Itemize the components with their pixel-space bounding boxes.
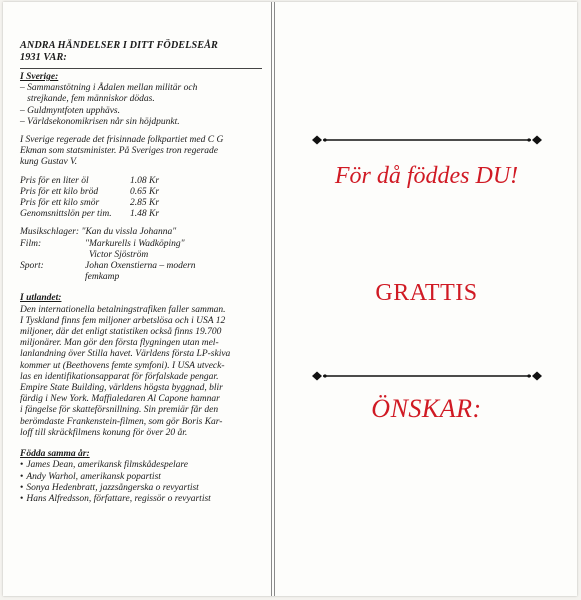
list-item: – Guldmyntfoten upphävs. bbox=[20, 105, 121, 116]
price-value: 2.85 Kr bbox=[130, 198, 160, 209]
text-line: Empire State Building, världens högsta byggnad, blir bbox=[20, 383, 223, 394]
table-row bbox=[20, 261, 196, 283]
price-value: 1.48 Kr bbox=[130, 209, 160, 220]
table-row bbox=[20, 227, 196, 238]
table-row bbox=[20, 239, 196, 261]
film-title: "Markurells i Wadköping" bbox=[85, 238, 185, 249]
text-line: miljonärer. Man gör den första flygningen utan mel- bbox=[20, 338, 219, 349]
list-item: strejkande, fem människor dödas. bbox=[20, 94, 155, 105]
right-page bbox=[274, 2, 578, 596]
music-label: Musikschlager: bbox=[20, 227, 80, 238]
text-line: miljoner, där det enligt statistiken också finns 19.700 bbox=[20, 327, 222, 338]
price-value: 1.08 Kr bbox=[130, 175, 160, 186]
text-line: kommer ut (Beethovens femte symfoni). I USA utveck- bbox=[20, 360, 225, 371]
film-director: Victor Sjöström bbox=[89, 249, 149, 260]
text-line: loff till skräckfilmens konung för över 20 år. bbox=[20, 427, 188, 438]
table-row bbox=[20, 187, 159, 198]
music-value: "Kan du vissla Johanna" bbox=[81, 227, 177, 238]
left-page bbox=[3, 2, 272, 596]
table-row bbox=[20, 198, 159, 209]
price-label: Pris för ett kilo smör bbox=[20, 198, 100, 209]
page-title bbox=[20, 40, 266, 63]
text-line: i fängelse för skatteförsnillning. Sin premiär får den bbox=[20, 405, 219, 416]
list-item: • Hans Alfredsson, författare, regissör o revyartist bbox=[20, 494, 266, 505]
born-then-text: För då föddes DU! bbox=[334, 163, 519, 189]
abroad-paragraph bbox=[20, 305, 266, 439]
list-item: – Världsekonomikrisen når sin höjdpunkt. bbox=[20, 116, 180, 127]
title-line-1: ANDRA HÄNDELSER I DITT FÖDELSEÅR bbox=[20, 40, 218, 51]
text-line: Ekman som statsminister. På Sveriges tron regerade bbox=[20, 146, 218, 157]
text-line: kung Gustav V. bbox=[20, 157, 78, 168]
table-row bbox=[20, 176, 159, 187]
title-divider bbox=[20, 68, 262, 69]
list-item: • Andy Warhol, amerikansk popartist bbox=[20, 472, 266, 483]
congrats-text: GRATTIS bbox=[375, 280, 478, 306]
abroad-heading: I utlandet: bbox=[20, 293, 62, 304]
list-item: – Sammanstötning i Ådalen mellan militär och bbox=[20, 83, 198, 94]
text-line: lanlandning över Stilla havet. Världens första LP-skiva bbox=[20, 349, 231, 360]
list-item: • James Dean, amerikansk filmskådespelare bbox=[20, 460, 266, 471]
sport-line: Johan Oxenstierna – modern bbox=[85, 261, 196, 272]
sweden-heading: I Sverige: bbox=[20, 72, 59, 82]
film-label: Film: bbox=[20, 238, 42, 249]
text-line: Den internationella betalningstrafiken faller samman. bbox=[20, 304, 226, 315]
text-line: I Tyskland finns fem miljoner arbetslösa och i USA 12 bbox=[20, 315, 226, 326]
sweden-events-list bbox=[20, 83, 266, 128]
wishes-text: ÖNSKAR: bbox=[371, 394, 482, 423]
price-label: Genomsnittslön per tim. bbox=[20, 209, 112, 220]
title-line-2: 1931 VAR: bbox=[20, 51, 67, 63]
government-paragraph bbox=[20, 135, 266, 169]
price-label: Pris för ett kilo bröd bbox=[20, 186, 99, 197]
left-page-content bbox=[20, 40, 266, 505]
sport-label: Sport: bbox=[20, 261, 44, 272]
price-label: Pris för en liter öl bbox=[20, 175, 89, 186]
text-line: las en identifikationsapparat för förfalskade pengar. bbox=[20, 371, 219, 382]
table-row bbox=[20, 209, 159, 220]
sport-line: femkamp bbox=[85, 272, 120, 283]
text-line: färdig i New York. Maffialedaren Al Capone hamnar bbox=[20, 394, 220, 405]
price-table bbox=[20, 176, 159, 221]
born-list bbox=[20, 460, 266, 505]
born-heading: Födda samma år: bbox=[20, 449, 90, 460]
culture-table bbox=[20, 227, 196, 283]
ornament-divider-bottom bbox=[311, 370, 543, 382]
text-line: berömdaste Frankenstein-filmen, som gör Boris Kar- bbox=[20, 416, 223, 427]
ornament-divider-top bbox=[311, 134, 543, 146]
list-item: • Sonya Hedenbratt, jazzsångerska o revyartist bbox=[20, 483, 266, 494]
price-value: 0.65 Kr bbox=[130, 186, 160, 197]
text-line: I Sverige regerade det frisinnade folkpartiet med C G bbox=[20, 135, 224, 146]
